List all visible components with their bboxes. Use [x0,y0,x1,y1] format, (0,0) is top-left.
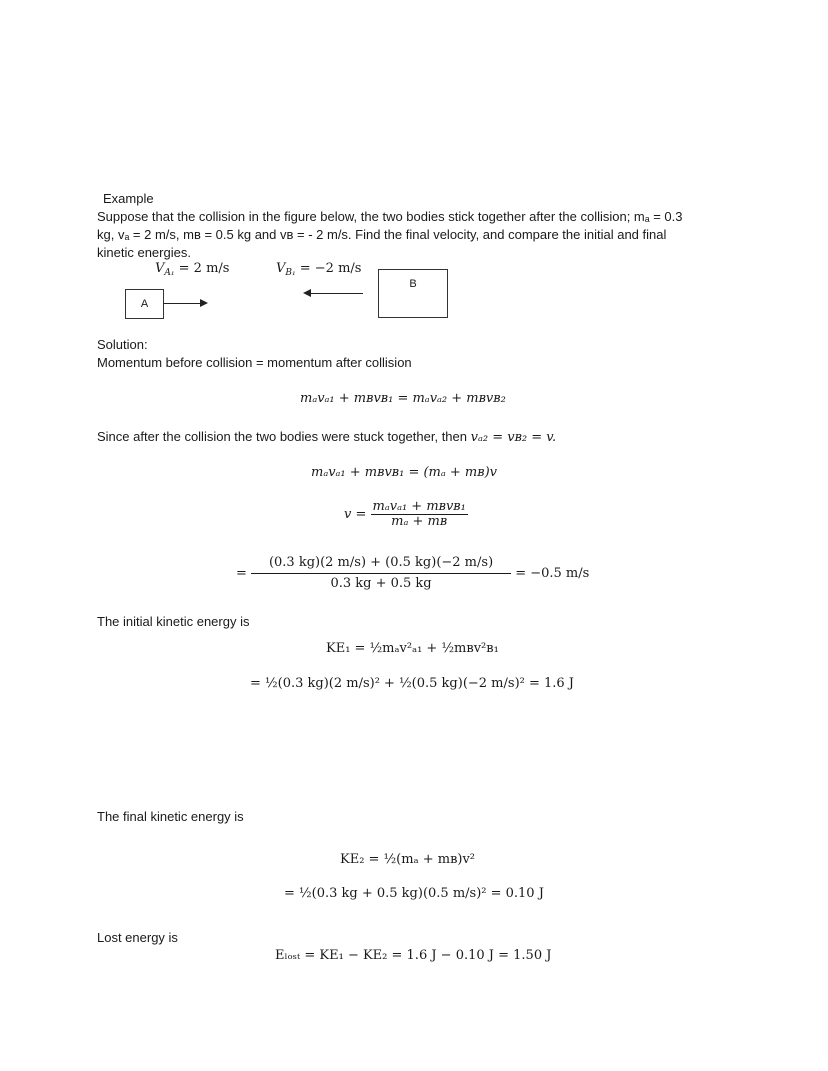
problem-line-2: kg, vₐ = 2 m/s, mʙ = 0.5 kg and vʙ = - 2 m/s. Find the final velocity, and compare the initial and final [97,227,667,242]
problem-line-1: Suppose that the collision in the figure below, the two bodies stick together after the collision; mₐ = 0.3 [97,209,683,224]
initial-ke-label: The initial kinetic energy is [97,614,250,629]
arrow-left-head-icon [303,289,311,297]
momentum-statement: Momentum before collision = momentum after collision [97,355,412,370]
velocity-a-label: $V_{A_1} = 2$ m/s [155,261,230,278]
example-heading: Example [103,191,154,206]
velocity-evaluation: = $\frac{(0.3 kg)(2 m/s) + (0.5 kg)(-2 m/s)}{0.3 kg + 0.5 kg}$ = −0.5 m/s [236,555,590,591]
solution-title: Solution: [97,337,148,352]
body-a-box [125,289,164,319]
problem-line-3: kinetic energies. [97,245,191,260]
arrow-left-icon [310,293,363,294]
final-ke-label: The final kinetic energy is [97,809,244,824]
arrow-right-icon [163,303,201,304]
velocity-b-label: $V_{B_1} = -2$ m/s [276,261,362,278]
body-a-label: A [140,298,149,310]
final-ke-formula: KE₂ = ½(mₐ + mʙ)v² [340,852,476,867]
body-b-box [378,269,448,318]
lost-energy-label: Lost energy is [97,930,178,945]
initial-ke-formula: KE₁ = ½mₐv²ₐ₁ + ½mʙv²ʙ₁ [326,641,499,656]
body-b-label: B [409,278,417,290]
stuck-statement: Since after the collision the two bodies were stuck together, then vₐ₂ = vʙ₂ = v. [97,429,557,445]
momentum-equation: mₐvₐ₁ + mʙvʙ₁ = mₐvₐ₂ + mʙvʙ₂ [300,391,506,406]
initial-ke-evaluation: = ½(0.3 kg)(2 m/s)² + ½(0.5 kg)(−2 m/s)² = 1.6 J [250,676,575,691]
velocity-formula: v = $\frac{\text{mₐvₐ₁ + mʙvʙ₁}}{\text{mₐ + mʙ}}$ [344,499,466,529]
lost-energy-equation: Eₗₒₛₜ = KE₁ − KE₂ = 1.6 J − 0.10 J = 1.50 J [275,948,552,963]
final-ke-evaluation: = ½(0.3 kg + 0.5 kg)(0.5 m/s)² = 0.10 J [284,886,544,901]
combined-momentum-equation: mₐvₐ₁ + mʙvʙ₁ = (mₐ + mʙ)v [311,465,497,480]
arrow-right-head-icon [200,299,208,307]
